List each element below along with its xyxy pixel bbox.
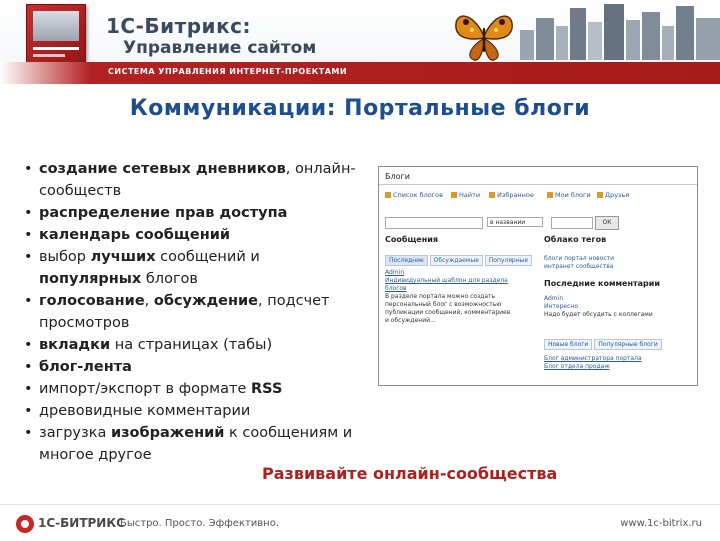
footer-tagline: Быстро. Просто. Эффективно. <box>120 518 280 529</box>
tab-popular[interactable]: Популярные <box>485 255 532 266</box>
list-item: • древовидные комментарии <box>24 400 396 422</box>
message-tabs <box>385 255 534 266</box>
nav-item-favorites[interactable]: Избранное <box>489 191 534 199</box>
nav-item-search[interactable]: Найти <box>451 191 480 199</box>
city-skyline-image <box>520 0 720 60</box>
list-item: • создание сетевых дневников, онлайн- сообществ <box>24 158 396 202</box>
tab-latest[interactable]: Последние <box>385 255 428 266</box>
post-text: В разделе портала можно создать <box>385 293 496 300</box>
tag-cloud <box>544 255 692 271</box>
search-extra-input[interactable] <box>551 217 593 229</box>
post-text: и обсуждений... <box>385 317 436 324</box>
tag-link[interactable]: сообщества <box>575 263 614 270</box>
comment-author[interactable]: Admin <box>544 295 564 302</box>
tab-new-blogs[interactable]: Новые блоги <box>544 339 592 350</box>
post-author[interactable]: Admin <box>385 269 405 276</box>
list-item: • распределение прав доступа <box>24 202 396 224</box>
list-item: • блог-лента <box>24 356 396 378</box>
slogan: Развивайте онлайн-сообщества <box>262 464 558 483</box>
post-text: персональный блог с возможностью <box>385 301 502 308</box>
list-item: • вкладки на страницах (табы) <box>24 334 396 356</box>
blog-link[interactable]: Блог администратора портала <box>544 355 642 362</box>
blog-link[interactable]: Блог отдела продаж <box>544 363 610 370</box>
list-item: • календарь сообщений <box>24 224 396 246</box>
comment-blog[interactable]: Интересно <box>544 303 578 310</box>
header-strip-text: СИСТЕМА УПРАВЛЕНИЯ ИНТЕРНЕТ-ПРОЕКТАМИ <box>108 67 348 76</box>
nav-item-my-blogs[interactable]: Мои блоги <box>547 191 591 199</box>
butterfly-icon <box>452 6 516 66</box>
search-input[interactable] <box>385 217 483 229</box>
nav-item-blog-list[interactable]: Список блогов <box>385 191 443 199</box>
search-scope-select[interactable]: в названии <box>487 217 543 227</box>
blog-screenshot <box>378 166 698 386</box>
slide-title: Коммуникации: Портальные блоги <box>129 96 591 121</box>
tag-link[interactable]: интранет <box>544 263 574 270</box>
brand-title: 1С-Битрикс: <box>106 14 252 38</box>
comments-heading: Последние комментарии <box>544 279 660 288</box>
bitrix-logo-icon <box>16 515 34 533</box>
footer-brand: 1С-БИТРИКС <box>38 516 125 530</box>
nav-item-friends[interactable]: Друзья <box>597 191 629 199</box>
header-strip <box>0 62 720 84</box>
tag-link[interactable]: новости <box>588 255 615 262</box>
feature-list <box>24 158 396 466</box>
screenshot-title: Блоги <box>385 172 410 181</box>
post-title[interactable]: Индивидуальный шаблон для раздела <box>385 277 508 284</box>
post-text: публикации сообщений, комментариев <box>385 309 511 316</box>
tab-discussed[interactable]: Обсуждаемые <box>430 255 483 266</box>
footer-url[interactable]: www.1c-bitrix.ru <box>620 518 702 529</box>
messages-heading: Сообщения <box>385 235 438 244</box>
comment-text: Надо будет обсудить с коллегами <box>544 311 653 318</box>
tag-link[interactable]: портал <box>564 255 587 262</box>
list-item: • импорт/экспорт в формате RSS <box>24 378 396 400</box>
blog-tabs <box>544 339 664 350</box>
post-title-line2[interactable]: блогов <box>385 285 407 292</box>
tag-link[interactable]: блоги <box>544 255 563 262</box>
tag-cloud-heading: Облако тегов <box>544 235 607 244</box>
brand-subtitle: Управление сайтом <box>123 38 317 58</box>
list-item: • загрузка изображений к сообщениям и многое другое <box>24 422 396 466</box>
list-item: • выбор лучших сообщений и популярных блогов <box>24 246 396 290</box>
search-button[interactable]: ОК <box>595 216 619 230</box>
tab-popular-blogs[interactable]: Популярные блоги <box>594 339 661 350</box>
footer <box>0 504 720 541</box>
list-item: • голосование, обсуждение, подсчет просмотров <box>24 290 396 334</box>
